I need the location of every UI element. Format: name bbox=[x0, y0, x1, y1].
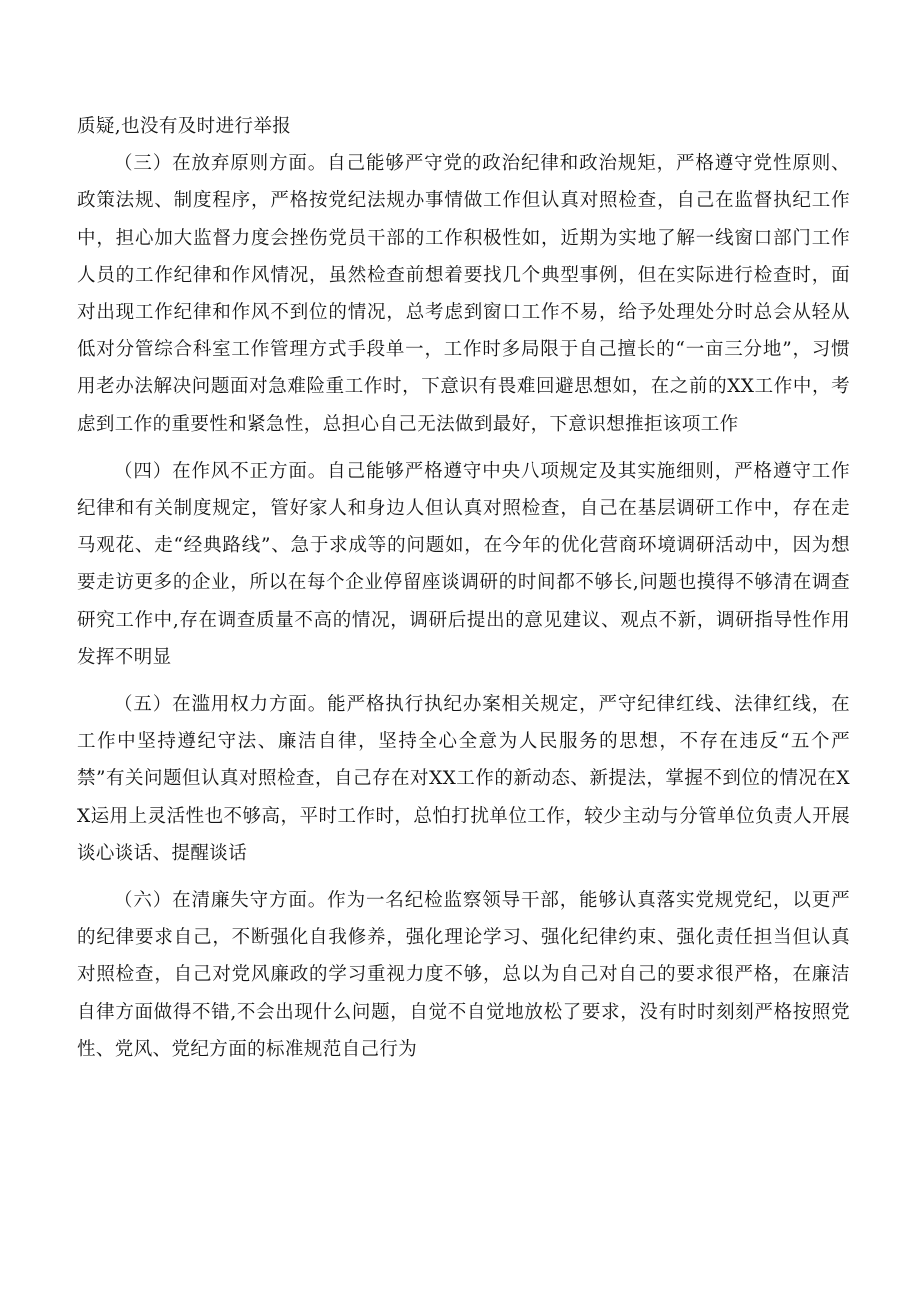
paragraph-section-5: （五）在滥用权力方面。能严格执行执纪办案相关规定，严守纪律红线、法律红线，在工作中坚持遵纪守法、廉洁自律，坚持全心全意为人民服务的思想，不存在违反“五个严禁”有关问题但认真对照检查，自己存在对XX工作的新动态、新提法，掌握不到位的情况在XX运用上灵活性也不够高，平时工作时，总怕打扰单位工作，较少主动与分管单位负责人开展谈心谈话、提醒谈话 bbox=[77, 694, 850, 864]
paragraph-section-3: （三）在放弃原则方面。自己能够严守党的政治纪律和政治规矩，严格遵守党性原则、政策法规、制度程序，严格按党纪法规办事情做工作但认真对照检查，自己在监督执纪工作中，担心加大监督力度会挫伤党员干部的工作积极性如，近期为实地了解一线窗口部门工作人员的工作纪律和作风情况，虽然检查前想着要找几个典型事例，但在实际进行检查时，面对出现工作纪律和作风不到位的情况，总考虑到窗口工作不易，给予处理处分时总会从轻从低对分管综合科室工作管理方式手段单一，工作时多局限于自己擅长的“一亩三分地”，习惯用老办法解决问题面对急难险重工作时，下意识有畏难回避思想如，在之前的XX工作中，考虑到工作的重要性和紧急性，总担心自己无法做到最好，下意识想推拒该项工作 bbox=[77, 153, 850, 435]
paragraph-continuation: 质疑,也没有及时进行举报 bbox=[77, 116, 292, 137]
paragraph-section-4: （四）在作风不正方面。自己能够严格遵守中央八项规定及其实施细则，严格遵守工作纪律和有关制度规定，管好家人和身边人但认真对照检查，自己在基层调研工作中，存在走马观花、走“经典路线”、急于求成等的问题如，在今年的优化营商环境调研活动中，因为想要走访更多的企业，所以在每个企业停留座谈调研的时间都不够长,问题也摸得不够清在调查研究工作中,存在调查质量不高的情况，调研后提出的意见建议、观点不新，调研指导性作用发挥不明显 bbox=[77, 460, 850, 668]
paragraph-section-6: （六）在清廉失守方面。作为一名纪检监察领导干部，能够认真落实党规党纪，以更严的纪律要求自己，不断强化自我修养，强化理论学习、强化纪律约束、强化责任担当但认真对照检查，自己对党风廉政的学习重视力度不够，总以为自己对自己的要求很严格，在廉洁自律方面做得不错,不会出现什么问题，自觉不自觉地放松了要求，没有时时刻刻严格按照党性、党风、党纪方面的标准规范自己行为 bbox=[77, 890, 850, 1060]
